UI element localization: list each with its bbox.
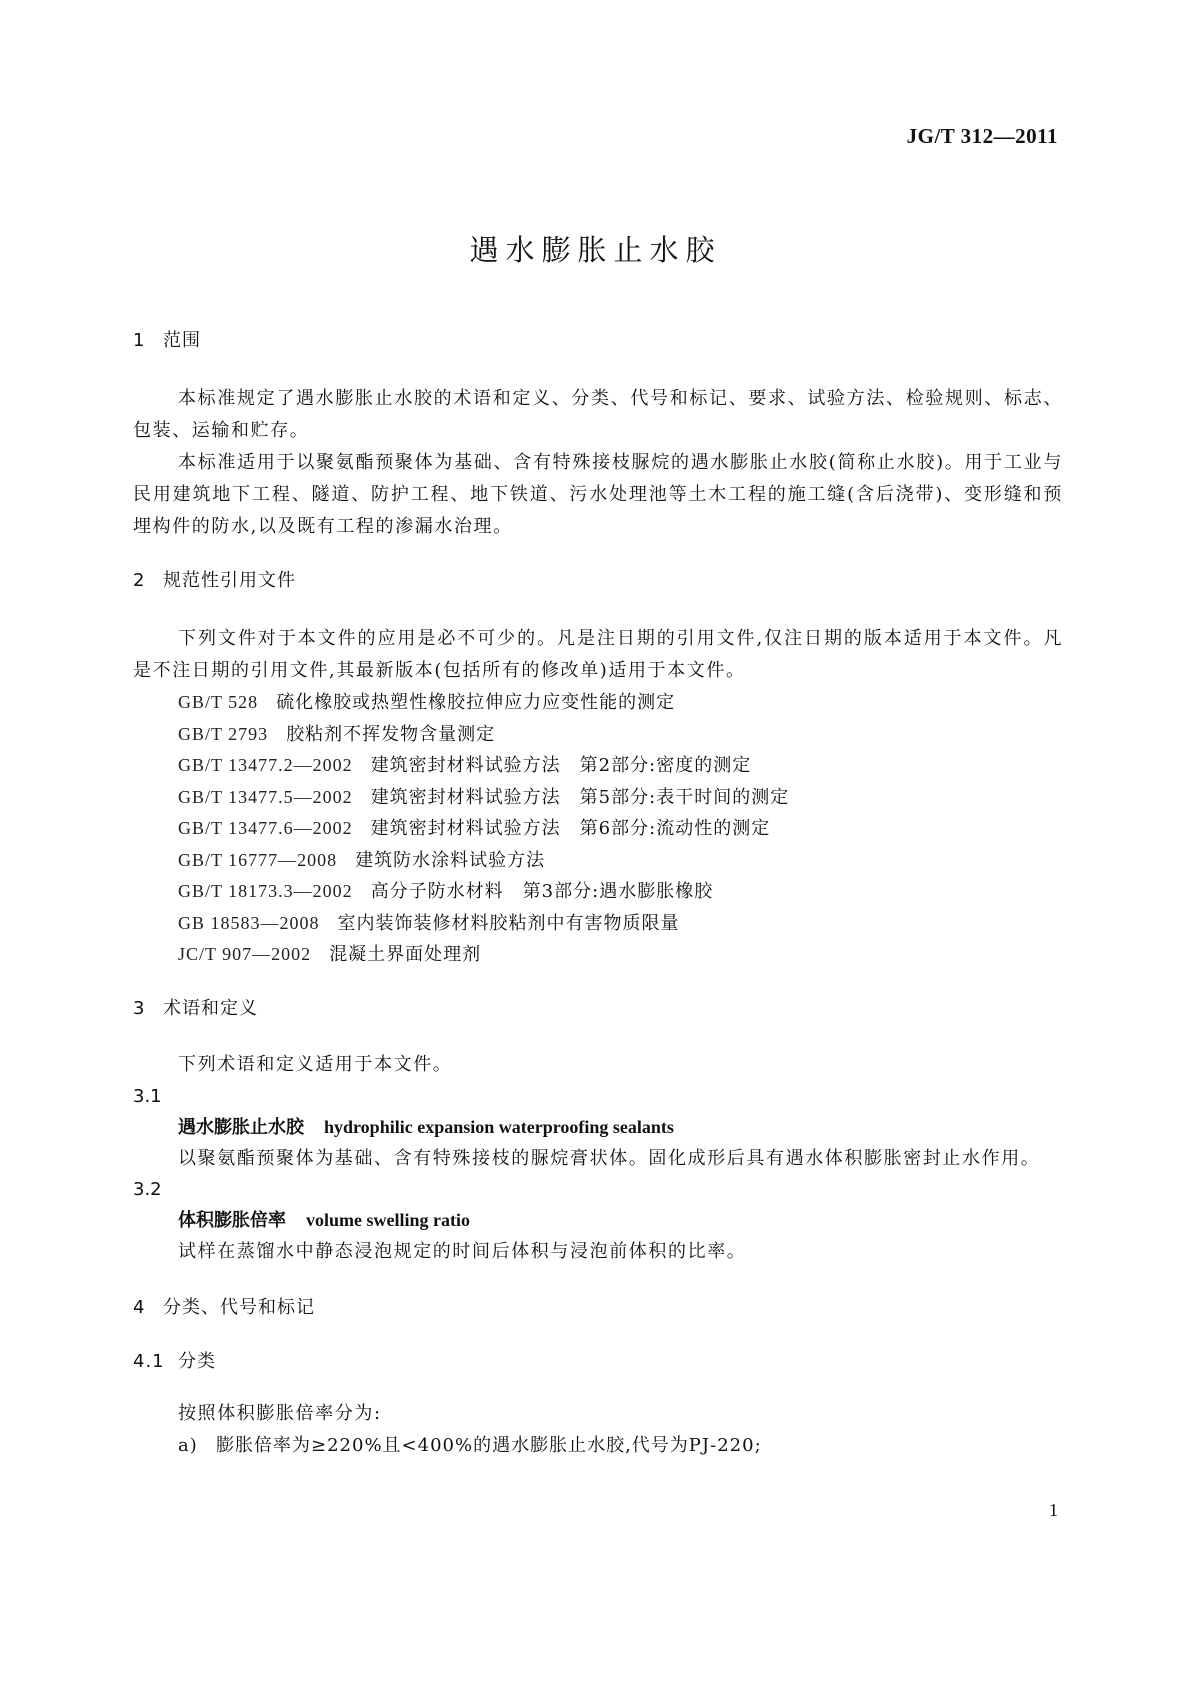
reference-name: 建筑密封材料试验方法 第5部分:表干时间的测定 [370, 786, 790, 808]
section-number: 1 [133, 330, 146, 351]
page-number: 1 [1049, 1500, 1058, 1520]
section-title: 分类、代号和标记 [163, 1296, 315, 1318]
subsection-4-1-heading [133, 1346, 1063, 1378]
reference-name: 高分子防水材料 第3部分:遇水膨胀橡胶 [370, 881, 714, 902]
reference-code: GB/T 16777—2008 [178, 849, 338, 870]
reference-name: 建筑防水涂料试验方法 [355, 849, 546, 871]
reference-code: GB/T 18173.3—2002 [178, 881, 353, 901]
reference-name: 混凝土界面处理剂 [329, 944, 482, 965]
document-body [133, 325, 1063, 1461]
paragraph: 下列术语和定义适用于本文件。 [178, 1053, 453, 1075]
term-heading [133, 1205, 1063, 1236]
reference-item [133, 750, 1063, 782]
section-number: 4 [133, 1296, 146, 1318]
paragraph: 本标准适用于以聚氨酯预聚体为基础、含有特殊接枝脲烷的遇水膨胀止水胶(简称止水胶)。用于工业与民用建筑地下工程、隧道、防护工程、地下铁道、污水处理池等土木工程的施工缝(含后浇带)、变形缝和预埋构件的防水,以及既有工程的渗漏水治理。 [133, 452, 1063, 537]
term-definition: 试样在蒸馏水中静态浸泡规定的时间后体积与浸泡前体积的比率。 [178, 1241, 747, 1262]
list-marker: a) [178, 1434, 198, 1456]
section-4-heading [133, 1292, 1063, 1324]
reference-item [133, 939, 1063, 971]
reference-name: 室内装饰装修材料胶粘剂中有害物质限量 [337, 912, 680, 934]
reference-item [133, 876, 1063, 908]
standard-code: JG/T 312—2011 [906, 124, 1058, 148]
paragraph: 本标准规定了遇水膨胀止水胶的术语和定义、分类、代号和标记、要求、试验方法、检验规则、标志、包装、运输和贮存。 [133, 388, 1063, 441]
section-3-heading [133, 993, 1063, 1025]
reference-code: GB/T 528 [178, 692, 259, 712]
reference-code: GB/T 13477.5—2002 [178, 786, 353, 807]
term-heading [133, 1112, 1063, 1143]
subsection-number: 4.1 [133, 1350, 165, 1372]
list-text: 膨胀倍率为≥220%且<400%的遇水膨胀止水胶,代号为PJ-220; [216, 1434, 762, 1456]
section-title: 术语和定义 [163, 997, 258, 1019]
section-number: 2 [133, 570, 146, 591]
term-english: volume swelling ratio [306, 1210, 470, 1230]
term-definition: 以聚氨酯预聚体为基础、含有特殊接枝的脲烷膏状体。固化成形后具有遇水体积膨胀密封止水作用。 [178, 1147, 1041, 1169]
reference-item [133, 813, 1063, 845]
section-title: 规范性引用文件 [163, 570, 296, 591]
subsection-title: 分类 [178, 1350, 216, 1372]
reference-name: 硫化橡胶或热塑性橡胶拉伸应力应变性能的测定 [276, 692, 676, 713]
term-number: 3.2 [133, 1179, 162, 1200]
reference-code: GB 18583—2008 [178, 912, 320, 933]
reference-item [133, 845, 1063, 877]
section-number: 3 [133, 997, 146, 1019]
paragraph: 下列文件对于本文件的应用是必不可少的。凡是注日期的引用文件,仅注日期的版本适用于本文件。凡是不注日期的引用文件,其最新版本(包括所有的修改单)适用于本文件。 [133, 628, 1063, 681]
term-number: 3.1 [133, 1085, 162, 1107]
section-2-heading [133, 565, 1063, 597]
reference-code: GB/T 13477.6—2002 [178, 818, 353, 838]
list-item [133, 1430, 1063, 1461]
document-title: 遇水膨胀止水胶 [469, 233, 722, 267]
reference-item [133, 719, 1063, 751]
reference-name: 建筑密封材料试验方法 第2部分:密度的测定 [370, 755, 752, 776]
reference-item [133, 687, 1063, 719]
section-1-heading [133, 325, 1063, 357]
reference-code: GB/T 13477.2—2002 [178, 755, 353, 775]
reference-item [133, 908, 1063, 940]
term-chinese: 遇水膨胀止水胶 [178, 1116, 304, 1138]
reference-item [133, 782, 1063, 814]
reference-code: JC/T 907—2002 [178, 944, 312, 964]
reference-name: 胶粘剂不挥发物含量测定 [286, 723, 496, 745]
reference-code: GB/T 2793 [178, 723, 269, 744]
paragraph: 按照体积膨胀倍率分为: [178, 1402, 382, 1424]
section-title: 范围 [163, 330, 201, 351]
reference-name: 建筑密封材料试验方法 第6部分:流动性的测定 [370, 818, 771, 839]
term-english: hydrophilic expansion waterproofing sealants [324, 1116, 674, 1137]
term-chinese: 体积膨胀倍率 [178, 1210, 286, 1231]
